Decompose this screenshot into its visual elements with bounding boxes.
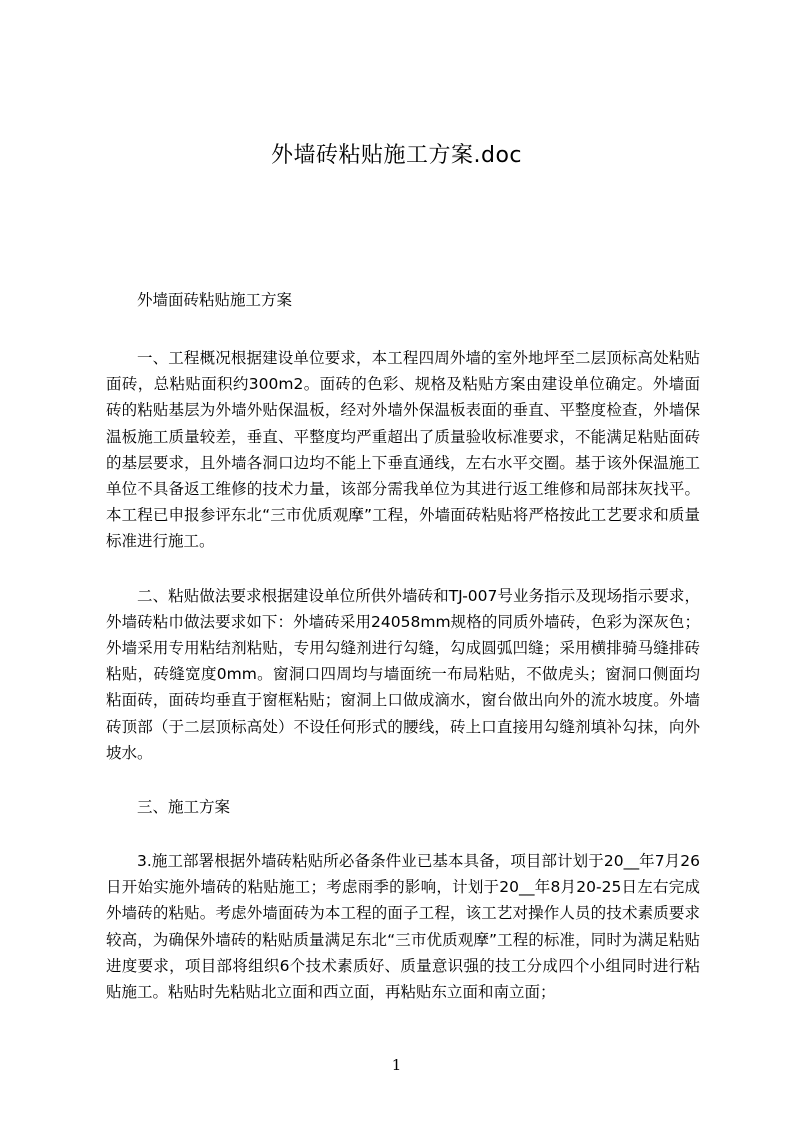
paragraph-spacer	[106, 313, 700, 345]
paragraph-spacer	[106, 766, 700, 794]
paragraph-construction-deployment: 3.施工部署根据外墙砖粘贴所必备条件业已基本具备，项目部计划于20__年7月26日开始实施外墙砖的粘贴施工；考虑雨季的影响，计划于20__年8月20-25日左右完成外墙砖的粘贴。考虑外墙面砖为本工程的面子工程，该工艺对操作人员的技术素质要求较高，为确保外墙砖的粘贴质量满足东北“三市优质观摩”工程的标准，同时为满足粘贴进度要求，项目部将组织6个技术素质好、质量意识强的技工分成四个小组同时进行粘贴施工。粘贴时先粘贴北立面和西立面，再粘贴东立面和南立面；	[106, 852, 700, 1002]
page-number: 1	[391, 1056, 402, 1074]
paragraph-spacer	[106, 555, 700, 583]
section-subtitle: 外墙面砖粘贴施工方案	[137, 291, 293, 309]
paragraph-project-overview: 一、工程概况根据建设单位要求，本工程四周外墙的室外地坪至二层顶标高处粘贴面砖，总粘贴面积约300m2。面砖的色彩、规格及粘贴方案由建设单位确定。外墙面砖的粘贴基层为外墙外贴保温板，经对外墙外保温板表面的垂直、平整度检查，外墙保温板施工质量较差，垂直、平整度均严重超出了质量验收标准要求，不能满足粘贴面砖的基层要求，且外墙各洞口边均不能上下垂直通线，左右水平交圈。基于该外保温施工单位不具备返工维修的技术力量，该部分需我单位为其进行返工维修和局部抹灰找平。本工程已申报参评东北“三市优质观摩”工程，外墙面砖粘贴将严格按此工艺要求和质量标准进行施工。	[106, 349, 700, 551]
document-title: 外墙砖粘贴施工方案.doc	[270, 143, 522, 168]
section-heading-plan: 三、施工方案	[137, 798, 231, 817]
document-body	[106, 287, 700, 1005]
paragraph-method-requirements: 二、粘贴做法要求根据建设单位所供外墙砖和TJ-007号业务指示及现场指示要求，外墙砖粘巾做法要求如下：外墙砖采用24058mm规格的同质外墙砖，色彩为深灰色；外墙采用专用粘结剂粘贴，专用勾缝剂进行勾缝，勾成圆弧凹缝；采用横排骑马缝排砖粘贴，砖缝宽度0mm。窗洞口四周均与墙面统一布局粘贴，不做虎头；窗洞口侧面均粘面砖，面砖均垂直于窗框粘贴；窗洞上口做成滴水，窗台做出向外的流水坡度。外墙砖顶部（于二层顶标高处）不设任何形式的腰线，砖上口直接用勾缝剂填补勾抹，向外坡水。	[106, 586, 700, 762]
paragraph-spacer	[106, 820, 700, 848]
